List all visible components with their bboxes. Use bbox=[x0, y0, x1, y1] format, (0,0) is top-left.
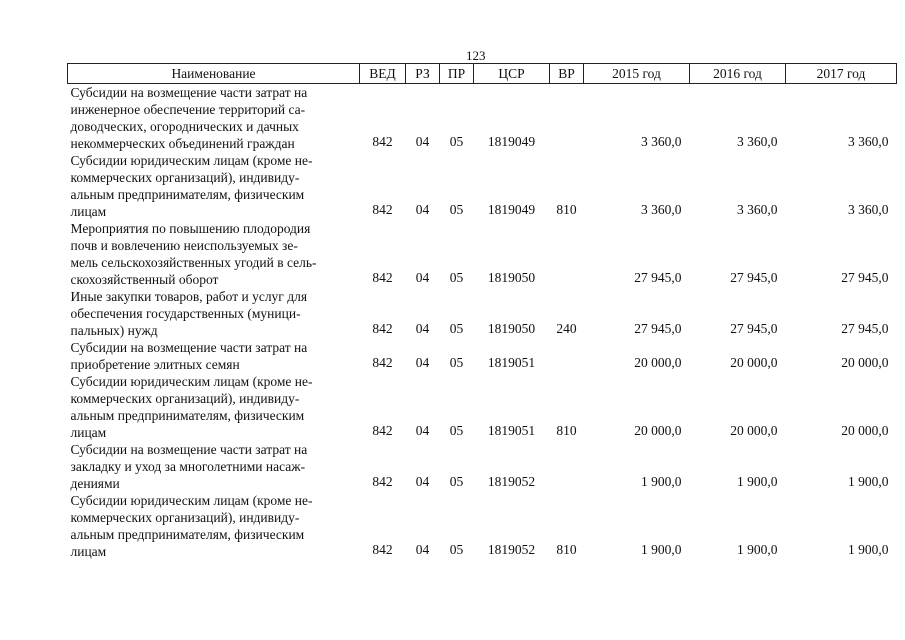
page-number: 123 bbox=[466, 48, 486, 63]
name-line: Субсидии на возмещение части затрат на bbox=[70, 85, 308, 100]
name-line: Субсидии юридическим лицам (кроме не- bbox=[70, 374, 313, 389]
name-line: Мероприятия по повышению плодородия bbox=[70, 221, 311, 236]
cell-vr bbox=[550, 84, 584, 153]
cell-vr: 810 bbox=[556, 202, 577, 217]
cell-2016: 3 360,0 bbox=[737, 134, 778, 149]
cell-csr: 1819049 bbox=[487, 134, 536, 149]
table-body bbox=[68, 84, 897, 561]
cell-vr bbox=[550, 441, 584, 492]
cell-2017: 20 000,0 bbox=[841, 355, 889, 370]
name-line: лицам bbox=[70, 544, 107, 559]
cell-rz: 04 bbox=[415, 321, 430, 336]
cell-name bbox=[68, 373, 360, 441]
name-line: обеспечения государственных (муници- bbox=[70, 306, 301, 321]
table-row bbox=[68, 84, 897, 153]
cell-name bbox=[68, 220, 360, 288]
cell-name bbox=[68, 152, 360, 220]
table-row bbox=[68, 373, 897, 441]
cell-csr: 1819050 bbox=[487, 321, 536, 336]
cell-csr: 1819051 bbox=[487, 355, 536, 370]
cell-name bbox=[68, 84, 360, 153]
cell-ved: 842 bbox=[372, 134, 393, 149]
name-line: Субсидии на возмещение части затрат на bbox=[70, 442, 308, 457]
cell-csr: 1819049 bbox=[487, 202, 536, 217]
name-line: некоммерческих объединений граждан bbox=[70, 136, 295, 151]
table-row bbox=[68, 441, 897, 492]
name-line: Субсидии юридическим лицам (кроме не- bbox=[70, 493, 313, 508]
cell-2016: 1 900,0 bbox=[737, 542, 778, 557]
cell-2016: 20 000,0 bbox=[730, 355, 778, 370]
cell-name bbox=[68, 288, 360, 339]
name-line: коммерческих организаций), индивиду- bbox=[70, 170, 300, 185]
name-line: альным предпринимателям, физическим bbox=[70, 187, 305, 202]
cell-ved: 842 bbox=[372, 355, 393, 370]
header-2015: 2015 год bbox=[584, 64, 690, 84]
cell-2016: 27 945,0 bbox=[730, 270, 778, 285]
cell-2015: 1 900,0 bbox=[641, 474, 682, 489]
table-row bbox=[68, 220, 897, 288]
name-line: инженерное обеспечение территорий са- bbox=[70, 102, 306, 117]
cell-csr: 1819050 bbox=[487, 270, 536, 285]
cell-rz: 04 bbox=[415, 134, 430, 149]
cell-csr: 1819052 bbox=[487, 474, 536, 489]
cell-vr: 810 bbox=[556, 542, 577, 557]
budget-table bbox=[67, 63, 897, 560]
table-row bbox=[68, 288, 897, 339]
cell-rz: 04 bbox=[415, 202, 430, 217]
cell-2017: 3 360,0 bbox=[848, 202, 889, 217]
cell-2015: 20 000,0 bbox=[634, 355, 682, 370]
cell-2015: 27 945,0 bbox=[634, 270, 682, 285]
cell-pr: 05 bbox=[449, 542, 464, 557]
cell-2015: 3 360,0 bbox=[641, 134, 682, 149]
name-line: мель сельскохозяйственных угодий в сель- bbox=[70, 255, 317, 270]
header-rz: РЗ bbox=[406, 64, 440, 84]
cell-vr: 810 bbox=[556, 423, 577, 438]
cell-rz: 04 bbox=[415, 270, 430, 285]
cell-csr: 1819051 bbox=[487, 423, 536, 438]
cell-2017: 27 945,0 bbox=[841, 321, 889, 336]
cell-2015: 20 000,0 bbox=[634, 423, 682, 438]
name-line: коммерческих организаций), индивиду- bbox=[70, 391, 300, 406]
cell-rz: 04 bbox=[415, 423, 430, 438]
cell-ved: 842 bbox=[372, 474, 393, 489]
cell-2017: 20 000,0 bbox=[841, 423, 889, 438]
cell-rz: 04 bbox=[415, 542, 430, 557]
cell-ved: 842 bbox=[372, 270, 393, 285]
cell-2015: 3 360,0 bbox=[641, 202, 682, 217]
name-line: Иные закупки товаров, работ и услуг для bbox=[70, 289, 308, 304]
cell-2017: 1 900,0 bbox=[848, 542, 889, 557]
name-line: лицам bbox=[70, 425, 107, 440]
header-name: Наименование bbox=[68, 64, 360, 84]
name-line: лицам bbox=[70, 204, 107, 219]
header-2017: 2017 год bbox=[786, 64, 897, 84]
cell-2017: 27 945,0 bbox=[841, 270, 889, 285]
name-line: доводческих, огороднических и дачных bbox=[70, 119, 299, 134]
cell-pr: 05 bbox=[449, 321, 464, 336]
name-line: закладку и уход за многолетними насаж- bbox=[70, 459, 306, 474]
cell-rz: 04 bbox=[415, 474, 430, 489]
header-2016: 2016 год bbox=[690, 64, 786, 84]
name-line: Субсидии юридическим лицам (кроме не- bbox=[70, 153, 313, 168]
cell-pr: 05 bbox=[449, 474, 464, 489]
name-line: дениями bbox=[70, 476, 120, 491]
table-row bbox=[68, 339, 897, 373]
cell-ved: 842 bbox=[372, 542, 393, 557]
name-line: альным предпринимателям, физическим bbox=[70, 408, 305, 423]
table-row bbox=[68, 152, 897, 220]
name-line: коммерческих организаций), индивиду- bbox=[70, 510, 300, 525]
cell-vr: 240 bbox=[556, 321, 577, 336]
cell-ved: 842 bbox=[372, 423, 393, 438]
cell-ved: 842 bbox=[372, 321, 393, 336]
cell-vr bbox=[550, 339, 584, 373]
cell-csr: 1819052 bbox=[487, 542, 536, 557]
cell-ved: 842 bbox=[372, 202, 393, 217]
cell-pr: 05 bbox=[449, 134, 464, 149]
header-csr: ЦСР bbox=[474, 64, 550, 84]
name-line: Субсидии на возмещение части затрат на bbox=[70, 340, 308, 355]
cell-pr: 05 bbox=[449, 355, 464, 370]
table-row bbox=[68, 492, 897, 560]
cell-2016: 1 900,0 bbox=[737, 474, 778, 489]
name-line: альным предпринимателям, физическим bbox=[70, 527, 305, 542]
cell-2016: 3 360,0 bbox=[737, 202, 778, 217]
cell-2015: 27 945,0 bbox=[634, 321, 682, 336]
name-line: скохозяйственный оборот bbox=[70, 272, 219, 287]
cell-name bbox=[68, 339, 360, 373]
cell-pr: 05 bbox=[449, 423, 464, 438]
header-ved: ВЕД bbox=[360, 64, 406, 84]
cell-vr bbox=[550, 220, 584, 288]
cell-pr: 05 bbox=[449, 202, 464, 217]
cell-2016: 27 945,0 bbox=[730, 321, 778, 336]
cell-2015: 1 900,0 bbox=[641, 542, 682, 557]
name-line: пальных) нужд bbox=[70, 323, 158, 338]
cell-2016: 20 000,0 bbox=[730, 423, 778, 438]
name-line: почв и вовлечению неиспользуемых зе- bbox=[70, 238, 298, 253]
cell-2017: 1 900,0 bbox=[848, 474, 889, 489]
header-vr: ВР bbox=[550, 64, 584, 84]
cell-2017: 3 360,0 bbox=[848, 134, 889, 149]
cell-pr: 05 bbox=[449, 270, 464, 285]
cell-rz: 04 bbox=[415, 355, 430, 370]
table-header-row bbox=[68, 64, 897, 84]
cell-name bbox=[68, 441, 360, 492]
cell-name bbox=[68, 492, 360, 560]
header-pr: ПР bbox=[440, 64, 474, 84]
name-line: приобретение элитных семян bbox=[70, 357, 240, 372]
